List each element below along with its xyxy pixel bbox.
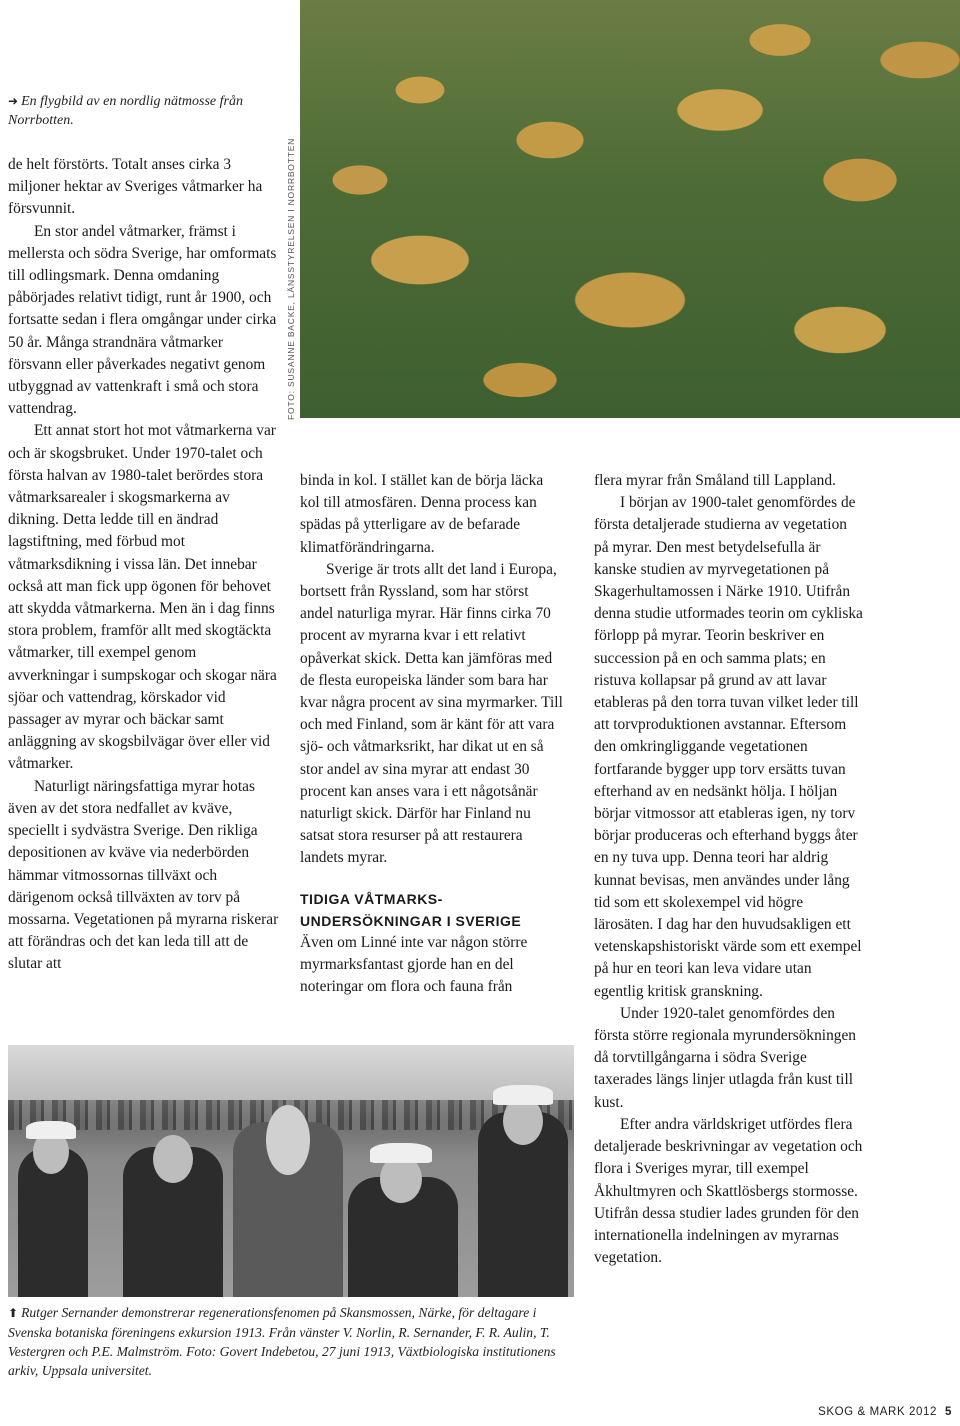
paragraph: Under 1920-talet genomfördes den första större regionala myrundersökningen då torvtillgångarna i södra Sverige taxerades längs linjer utlagda från kust till kust. (594, 1004, 856, 1111)
caption-bottom-text: Rutger Sernander demonstrerar regenerationsfenomen på Skansmossen, Närke, för deltagare i Svenska botaniska föreningens exkursion 1913. Från vänster V. Norlin, R. Sernander, F. R. Aulin, T. Vestergren och P.E. Malmström. Foto: Govert Indebetou, 27 juni 1913, Växtbiologiska institutionens arkiv, Uppsala universitet. (8, 1305, 556, 1378)
publication-name: SKOG & MARK 2012 (818, 1406, 937, 1418)
paragraph: Naturligt näringsfattiga myrar hotas även av det stora nedfallet av kväve, speciellt i sydvästra Sverige. Den rikliga depositionen av kväve via nederbörden hämmar vitmossornas tillväxt och därigenom också tillväxten av torv på mossarna. Vegetationen på myrarna riskerar att förändras och det kan leda till att de slutar att (8, 777, 279, 973)
paragraph: I början av 1900-talet genomfördes de första detaljerade studierna av vegetation på myrar. Den mest betydelsefulla är kanske studien av myrvegetationen på Skagerhultamossen i Närke 1910. Utifrån denna studie utformades teorin om cykliska förlopp på myrar. Teorin beskriver en succession på en och samma plats; en ristuva kollapsar på grund av att lavar etableras på den torra tuvan vilket leder till att torvproduktionen avstannar. Eftersom den omkringliggande vegetationen fortfarande bygger upp torv ersätts tuvan efterhand av en nedsänkt hölja. I höljan börjar vitmossor att etableras igen, ny torv börjar produceras och efterhand byggs åter en ny tuva upp. Denna teori har aldrig kunnat bevisas, men användes under lång tid som ett skolexempel vid högre lärosäten. I dag har den huvudsakligen ett vetenskapshistoriskt värde som ett exempel på hur en teori kan leva vidare utan egentlig kritisk granskning. (594, 494, 863, 1000)
person-hat (493, 1085, 553, 1105)
photo-credit-text: FOTO: SUSANNE BACKE, LÄNSSTYRELSEN I NORRBOTTEN (286, 137, 296, 420)
caption-bottom (8, 1303, 578, 1380)
text-column-3 (594, 470, 864, 1269)
caption-top (8, 92, 288, 130)
person-hat (370, 1143, 432, 1163)
aerial-bog-photo (300, 0, 960, 418)
person-hat (26, 1121, 76, 1139)
arrow-up-icon: ⬆ (8, 1306, 19, 1320)
text-column-2 (300, 470, 565, 998)
paragraph: Även om Linné inte var någon större myrmarksfantast gjorde han en del noteringar om flora och fauna från (300, 933, 528, 996)
section-heading: TIDIGA VÅTMARKS-UNDERSÖKNINGAR I SVERIGE (300, 890, 522, 929)
paragraph: Efter andra världskriget utfördes flera detaljerade beskrivningar av vegetation och flora i Sveriges myrar, till exempel Åkhultmyren och Skattlösbergs stormosse. Utifrån dessa studier lades grunden för den internationella indelningen av myrarnas vegetation. (594, 1115, 863, 1267)
caption-top-text: En flygbild av en nordlig nätmosse från Norrbotten. (8, 94, 243, 128)
paragraph: flera myrar från Småland till Lappland. (594, 472, 836, 489)
text-column-1 (8, 154, 280, 976)
person-head (153, 1135, 193, 1183)
page-number: 5 (945, 1406, 952, 1418)
historic-group-photo (8, 1045, 574, 1297)
page-footer (818, 1406, 952, 1418)
person-head (266, 1105, 310, 1175)
paragraph: Sverige är trots allt det land i Europa, bortsett från Ryssland, som har störst andel naturliga myrar. Här finns cirka 70 procent av myrarna kvar i ett relativt opåverkat skick. Detta kan jämföras med de flesta europeiska länder som bara har kvar några procent av sina myrmarker. Till och med Finland, som är känt för att vara sjö- och våtmarksrikt, har dikat ut en så stor andel av sina myrar att endast 30 procent kan anses vara i ett någotsånär naturligt skick. Därför har Finland nu satsat stora resurser på att restaurera landets myrar. (300, 560, 563, 867)
paragraph: de helt förstörts. Totalt anses cirka 3 miljoner hektar av Sveriges våtmarker ha försvunnit. (8, 156, 263, 218)
paragraph: binda in kol. I stället kan de börja läcka kol till atmosfären. Denna process kan spädas på ytterligare av de befarade klimatförändringarna. (300, 472, 544, 556)
paragraph: En stor andel våtmarker, främst i mellersta och södra Sverige, har omformats till odlingsmark. Denna omdaning påbörjades relativt tidigt, runt år 1900, och fortsatte sedan i flera omgångar under cirka 50 år. Många strandnära våtmarker försvann eller påverkades negativt genom utbyggnad av vattenkraft i små och stora vattendrag. (8, 222, 277, 418)
paragraph: Ett annat stort hot mot våtmarkerna var och är skogsbruket. Under 1970-talet och första halvan av 1980-talet berördes stora våtmarksarealer i skogsmarkerna av dikning. Detta ledde till en ändrad lagstiftning, med förbud mot våtmarksdikning i vissa län. Det innebar också att man fick upp ögonen för behovet att skydda våtmarkerna. Men än i dag finns stora problem, framför allt med skogtäckta våtmarker, till exempel genom avverkningar i sumpskogar och skogar nära sjöar och vattendrag, körskador vid passager av myrar och bäckar samt anläggning av skogsbilvägar över eller vid våtmarker. (8, 422, 277, 773)
arrow-right-icon: ➜ (8, 94, 19, 108)
